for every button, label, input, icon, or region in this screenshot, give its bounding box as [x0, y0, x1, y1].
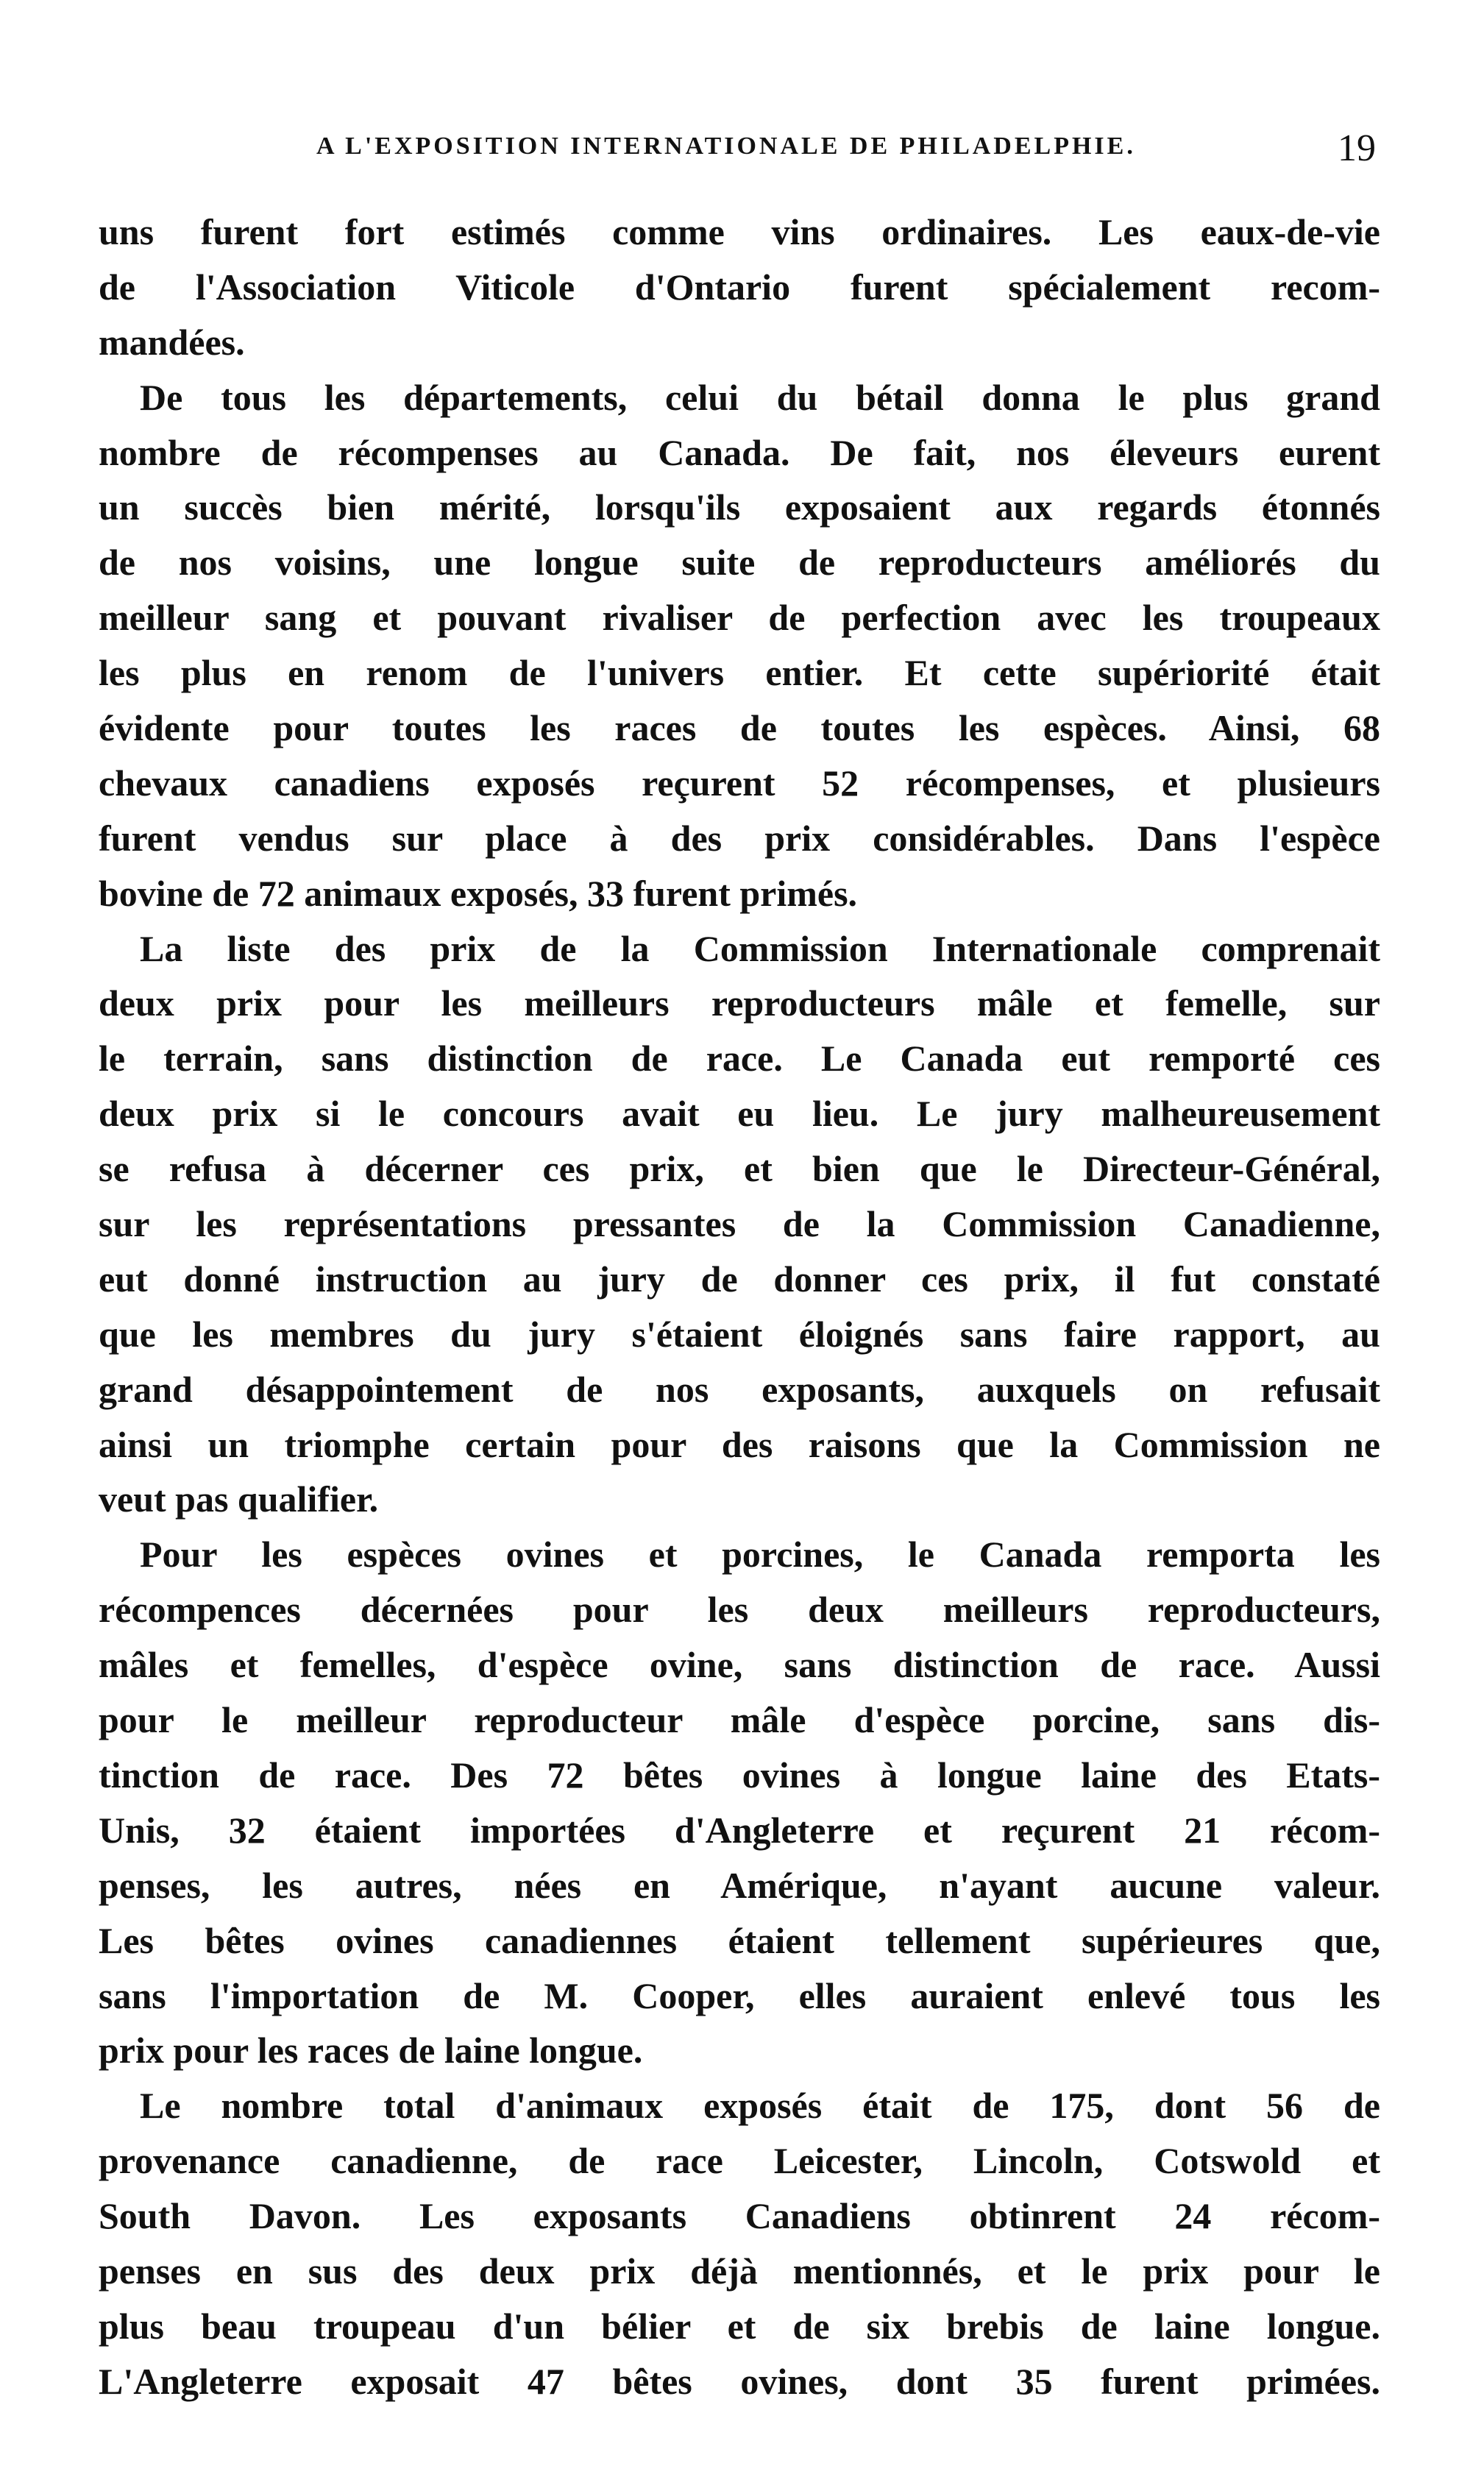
text-line: penses, les autres, nées en Amérique, n'ayant aucune valeur.	[99, 1864, 1380, 1906]
text-line: de l'Association Viticole d'Ontario furent spécialement recom-	[99, 266, 1380, 308]
page-header	[316, 127, 1376, 177]
running-title: A L'EXPOSITION INTERNATIONALE DE PHILADELPHIE.	[316, 132, 1136, 160]
body-text	[99, 205, 1380, 2409]
text-line: Le nombre total d'animaux exposés était de 175, dont 56 de	[140, 2085, 1380, 2127]
text-line: furent vendus sur place à des prix considérables. Dans l'espèce	[99, 817, 1380, 859]
text-line: sans l'importation de M. Cooper, elles auraient enlevé tous les	[99, 1974, 1380, 2016]
text-line: plus beau troupeau d'un bélier et de six brebis de laine longue.	[99, 2305, 1380, 2347]
text-line: grand désappointement de nos exposants, auxquels on refusait	[99, 1368, 1380, 1410]
text-line: récompences décernées pour les deux meilleurs reproducteurs,	[99, 1589, 1380, 1631]
text-line: La liste des prix de la Commission Internationale comprenait	[140, 927, 1380, 969]
text-line: L'Angleterre exposait 47 bêtes ovines, dont 35 furent primées.	[99, 2360, 1380, 2402]
text-line: se refusa à décerner ces prix, et bien que le Directeur-Général,	[99, 1148, 1380, 1190]
text-line: nombre de récompenses au Canada. De fait, nos éleveurs eurent	[99, 431, 1380, 473]
text-line: deux prix si le concours avait eu lieu. Le jury malheureusement	[99, 1093, 1380, 1135]
text-line: ainsi un triomphe certain pour des raisons que la Commission ne	[99, 1423, 1380, 1465]
text-line: bovine de 72 animaux exposés, 33 furent primés.	[99, 872, 858, 914]
text-line: évidente pour toutes les races de toutes les espèces. Ainsi, 68	[99, 707, 1380, 749]
text-line: chevaux canadiens exposés reçurent 52 récompenses, et plusieurs	[99, 762, 1380, 804]
text-line: South Davon. Les exposants Canadiens obtinrent 24 récom-	[99, 2195, 1380, 2237]
text-line: tinction de race. Des 72 bêtes ovines à longue laine des Etats-	[99, 1754, 1380, 1796]
text-line: Unis, 32 étaient importées d'Angleterre et reçurent 21 récom-	[99, 1809, 1380, 1851]
text-line: veut pas qualifier.	[99, 1478, 379, 1520]
text-line: le terrain, sans distinction de race. Le Canada eut remporté ces	[99, 1038, 1380, 1080]
text-line: penses en sus des deux prix déjà mentionnés, et le prix pour le	[99, 2250, 1380, 2292]
text-line: pour le meilleur reproducteur mâle d'espèce porcine, sans dis-	[99, 1699, 1380, 1741]
text-line: deux prix pour les meilleurs reproducteurs mâle et femelle, sur	[99, 982, 1380, 1024]
text-line: un succès bien mérité, lorsqu'ils exposaient aux regards étonnés	[99, 486, 1380, 528]
text-line: prix pour les races de laine longue.	[99, 2030, 643, 2072]
text-line: que les membres du jury s'étaient éloignés sans faire rapport, au	[99, 1313, 1380, 1355]
text-line: provenance canadienne, de race Leicester, Lincoln, Cotswold et	[99, 2140, 1380, 2182]
text-line: de nos voisins, une longue suite de reproducteurs améliorés du	[99, 542, 1380, 584]
text-line: De tous les départements, celui du bétail donna le plus grand	[140, 376, 1380, 418]
text-line: mandées.	[99, 321, 245, 363]
page-number: 19	[1338, 127, 1376, 169]
text-line: Pour les espèces ovines et porcines, le Canada remporta les	[140, 1534, 1380, 1576]
text-line: mâles et femelles, d'espèce ovine, sans distinction de race. Aussi	[99, 1644, 1380, 1686]
text-line: meilleur sang et pouvant rivaliser de perfection avec les troupeaux	[99, 597, 1380, 639]
text-line: Les bêtes ovines canadiennes étaient tellement supérieures que,	[99, 1919, 1380, 1961]
text-line: eut donné instruction au jury de donner ces prix, il fut constaté	[99, 1258, 1380, 1300]
text-line: sur les représentations pressantes de la Commission Canadienne,	[99, 1203, 1380, 1245]
text-line: les plus en renom de l'univers entier. Et cette supériorité était	[99, 652, 1380, 694]
text-line: uns furent fort estimés comme vins ordinaires. Les eaux-de-vie	[99, 211, 1380, 252]
